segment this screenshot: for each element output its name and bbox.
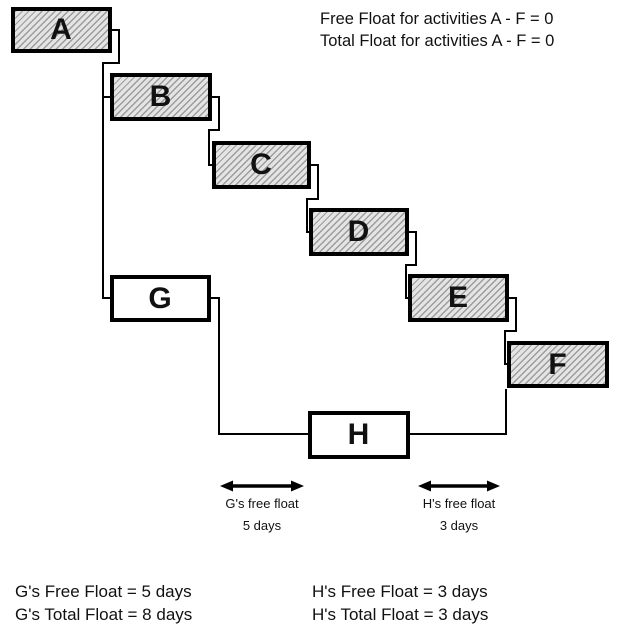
activity-label-h: H [347, 418, 371, 451]
g-free-float-label: G's free float [225, 496, 299, 511]
activity-box-a [11, 7, 112, 53]
activity-box-e [408, 274, 509, 322]
activity-label-f: F [548, 347, 568, 381]
g-free-float-summary: G's Free Float = 5 days [15, 582, 192, 601]
activity-box-f [507, 341, 609, 388]
activity-box-c [212, 141, 311, 189]
activity-box-d [309, 208, 409, 256]
link-g-to-h [211, 298, 308, 434]
activity-box-b [110, 73, 212, 121]
total-float-note: Total Float for activities A - F = 0 [320, 32, 555, 50]
activity-label-b: B [149, 80, 173, 113]
link-h-to-f [410, 389, 506, 434]
h-free-float-label: H's free float [422, 496, 496, 511]
activity-label-g: G [148, 281, 173, 315]
activity-box-h [308, 411, 410, 459]
activity-label-e: E [447, 281, 469, 314]
g-free-float-arrow [220, 481, 304, 492]
g-free-float-value: 5 days [242, 518, 282, 533]
h-total-float-summary: H's Total Float = 3 days [312, 604, 489, 624]
h-free-float-value: 3 days [439, 518, 479, 533]
h-free-float-arrow [418, 481, 500, 492]
activity-box-g [110, 275, 211, 322]
h-free-float-summary: H's Free Float = 3 days [312, 582, 488, 601]
link-a-to-b-g [103, 30, 119, 298]
h-summary [312, 581, 488, 626]
activity-label-c: C [250, 148, 273, 181]
g-summary [15, 581, 192, 626]
activity-label-d: D [347, 215, 371, 248]
free-float-note: Free Float for activities A - F = 0 [320, 10, 554, 28]
g-total-float-summary: G's Total Float = 8 days [15, 604, 193, 624]
activity-label-a: A [50, 13, 73, 46]
float-notes [320, 8, 554, 52]
